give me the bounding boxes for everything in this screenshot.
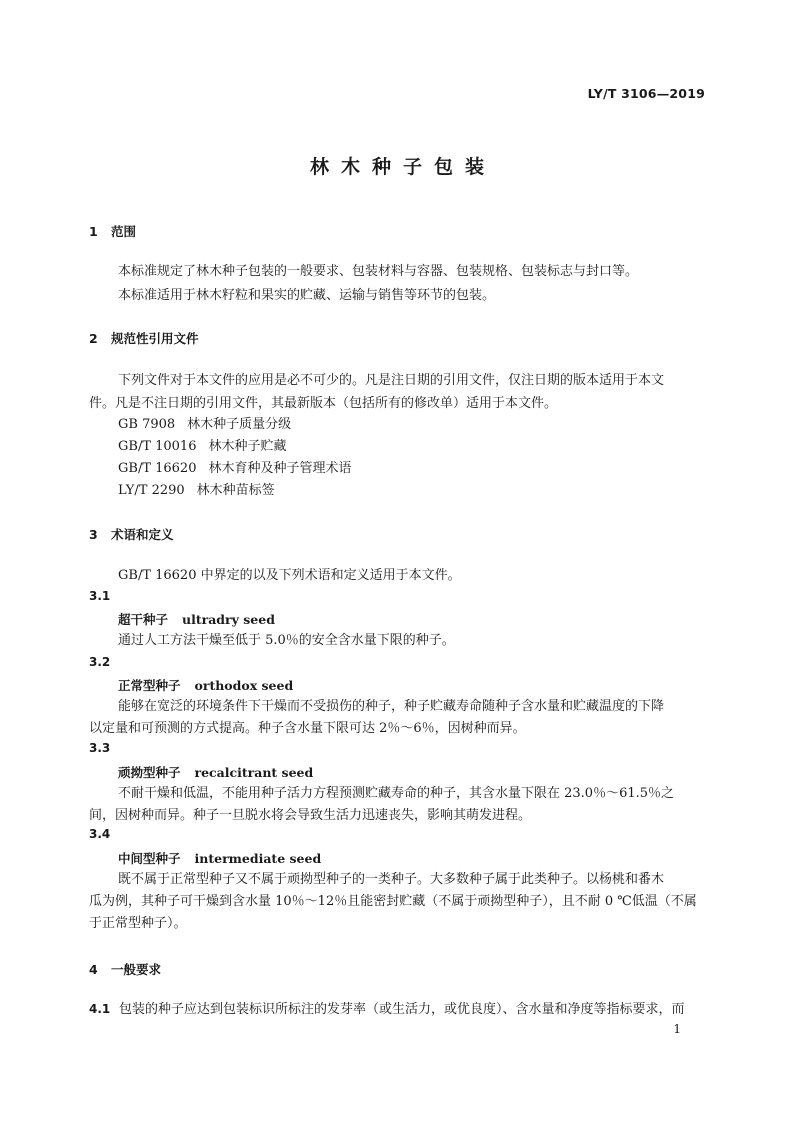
term-en: intermediate seed: [194, 851, 322, 866]
section-2-intro-line-1: 下列文件对于本文件的应用是必不可少的。凡是注日期的引用文件，仅注日期的版本适用于本文: [118, 373, 665, 388]
reference-code: LY/T 2290: [118, 483, 185, 498]
term-number: 3.4: [89, 827, 111, 841]
term-en: ultradry seed: [182, 612, 275, 627]
clause-4-1: [89, 999, 685, 1020]
reference-title: 林木种子质量分级: [187, 417, 292, 432]
term-definition-line: 瓜为例，其种子可干燥到含水量 10％～12％且能密封贮藏（不属于顽拗型种子），且不耐 0 ℃低温（不属: [89, 894, 697, 909]
section-1-paragraph-1: 本标准规定了林木种子包装的一般要求、包装材料与容器、包装规格、包装标志与封口等。: [118, 264, 639, 279]
reference-item: [118, 414, 291, 435]
standard-number: LY/T 3106—2019: [587, 86, 705, 101]
reference-item: [118, 436, 287, 457]
term-definition-line: 于正常型种子）。: [89, 916, 187, 931]
clause-text: 包装的种子应达到包装标识所标注的发芽率（或生活力，或优良度）、含水量和净度等指标要求，而: [119, 1002, 685, 1017]
section-3-title: 术语和定义: [111, 527, 174, 542]
section-2-intro-line-2: 件。凡是不注日期的引用文件，其最新版本（包括所有的修改单）适用于本文件。: [89, 396, 558, 411]
term-heading: [118, 763, 313, 781]
term-definition-line: 既不属于正常型种子又不属于顽拗型种子的一类种子。大多数种子属于此类种子。以杨桃和番木: [118, 872, 665, 887]
section-3-number: 3: [89, 527, 98, 542]
term-en: orthodox seed: [194, 678, 294, 693]
reference-item: [118, 458, 352, 479]
term-definition-line: 不耐干燥和低温，不能用种子活力方程预测贮藏寿命的种子，其含水量下限在 23.0％～61.5％之: [118, 786, 675, 801]
term-definition-line: 间，因树种而异。种子一旦脱水将会导致生活力迅速丧失，影响其萌发进程。: [89, 808, 532, 823]
term-heading: [118, 610, 275, 628]
clause-number: 4.1: [89, 1002, 111, 1016]
document-title: 林木种子包装: [309, 156, 496, 178]
term-number: 3.3: [89, 741, 111, 755]
section-2-number: 2: [89, 331, 98, 346]
term-zh: 超干种子: [118, 612, 169, 627]
section-4-number: 4: [89, 962, 98, 977]
reference-code: GB 7908: [118, 417, 176, 432]
term-heading: [118, 849, 321, 867]
section-1-heading: [89, 222, 136, 240]
term-definition-line: 以定量和可预测的方式提高。种子含水量下限可达 2％～6％，因树种而异。: [89, 721, 526, 736]
term-definition-line: 通过人工方法干燥至低于 5.0％的安全含水量下限的种子。: [118, 633, 455, 648]
reference-code: GB/T 16620: [118, 461, 197, 476]
term-zh: 中间型种子: [118, 851, 181, 866]
section-1-title: 范围: [111, 224, 137, 239]
page-number: 1: [673, 1022, 681, 1036]
reference-item: [118, 480, 275, 501]
term-en: recalcitrant seed: [194, 765, 314, 780]
term-definition-line: 能够在宽泛的环境条件下干燥而不受损伤的种子，种子贮藏寿命随种子含水量和贮藏温度的下降: [118, 699, 665, 714]
section-3-intro: GB/T 16620 中界定的以及下列术语和定义适用于本文件。: [118, 568, 461, 583]
section-4-heading: [89, 960, 161, 978]
section-2-title: 规范性引用文件: [111, 331, 199, 346]
reference-title: 林木种苗标签: [196, 483, 275, 498]
section-1-number: 1: [89, 224, 98, 239]
reference-title: 林木育种及种子管理术语: [208, 461, 352, 476]
section-4-title: 一般要求: [111, 962, 162, 977]
term-number: 3.1: [89, 589, 111, 603]
term-number: 3.2: [89, 655, 111, 669]
term-zh: 正常型种子: [118, 678, 181, 693]
reference-title: 林木种子贮藏: [208, 439, 287, 454]
section-2-heading: [89, 329, 199, 347]
section-3-heading: [89, 525, 174, 543]
section-1-paragraph-2: 本标准适用于林木籽粒和果实的贮藏、运输与销售等环节的包装。: [118, 288, 496, 303]
term-heading: [118, 676, 293, 694]
reference-code: GB/T 10016: [118, 439, 197, 454]
term-zh: 顽拗型种子: [118, 765, 181, 780]
